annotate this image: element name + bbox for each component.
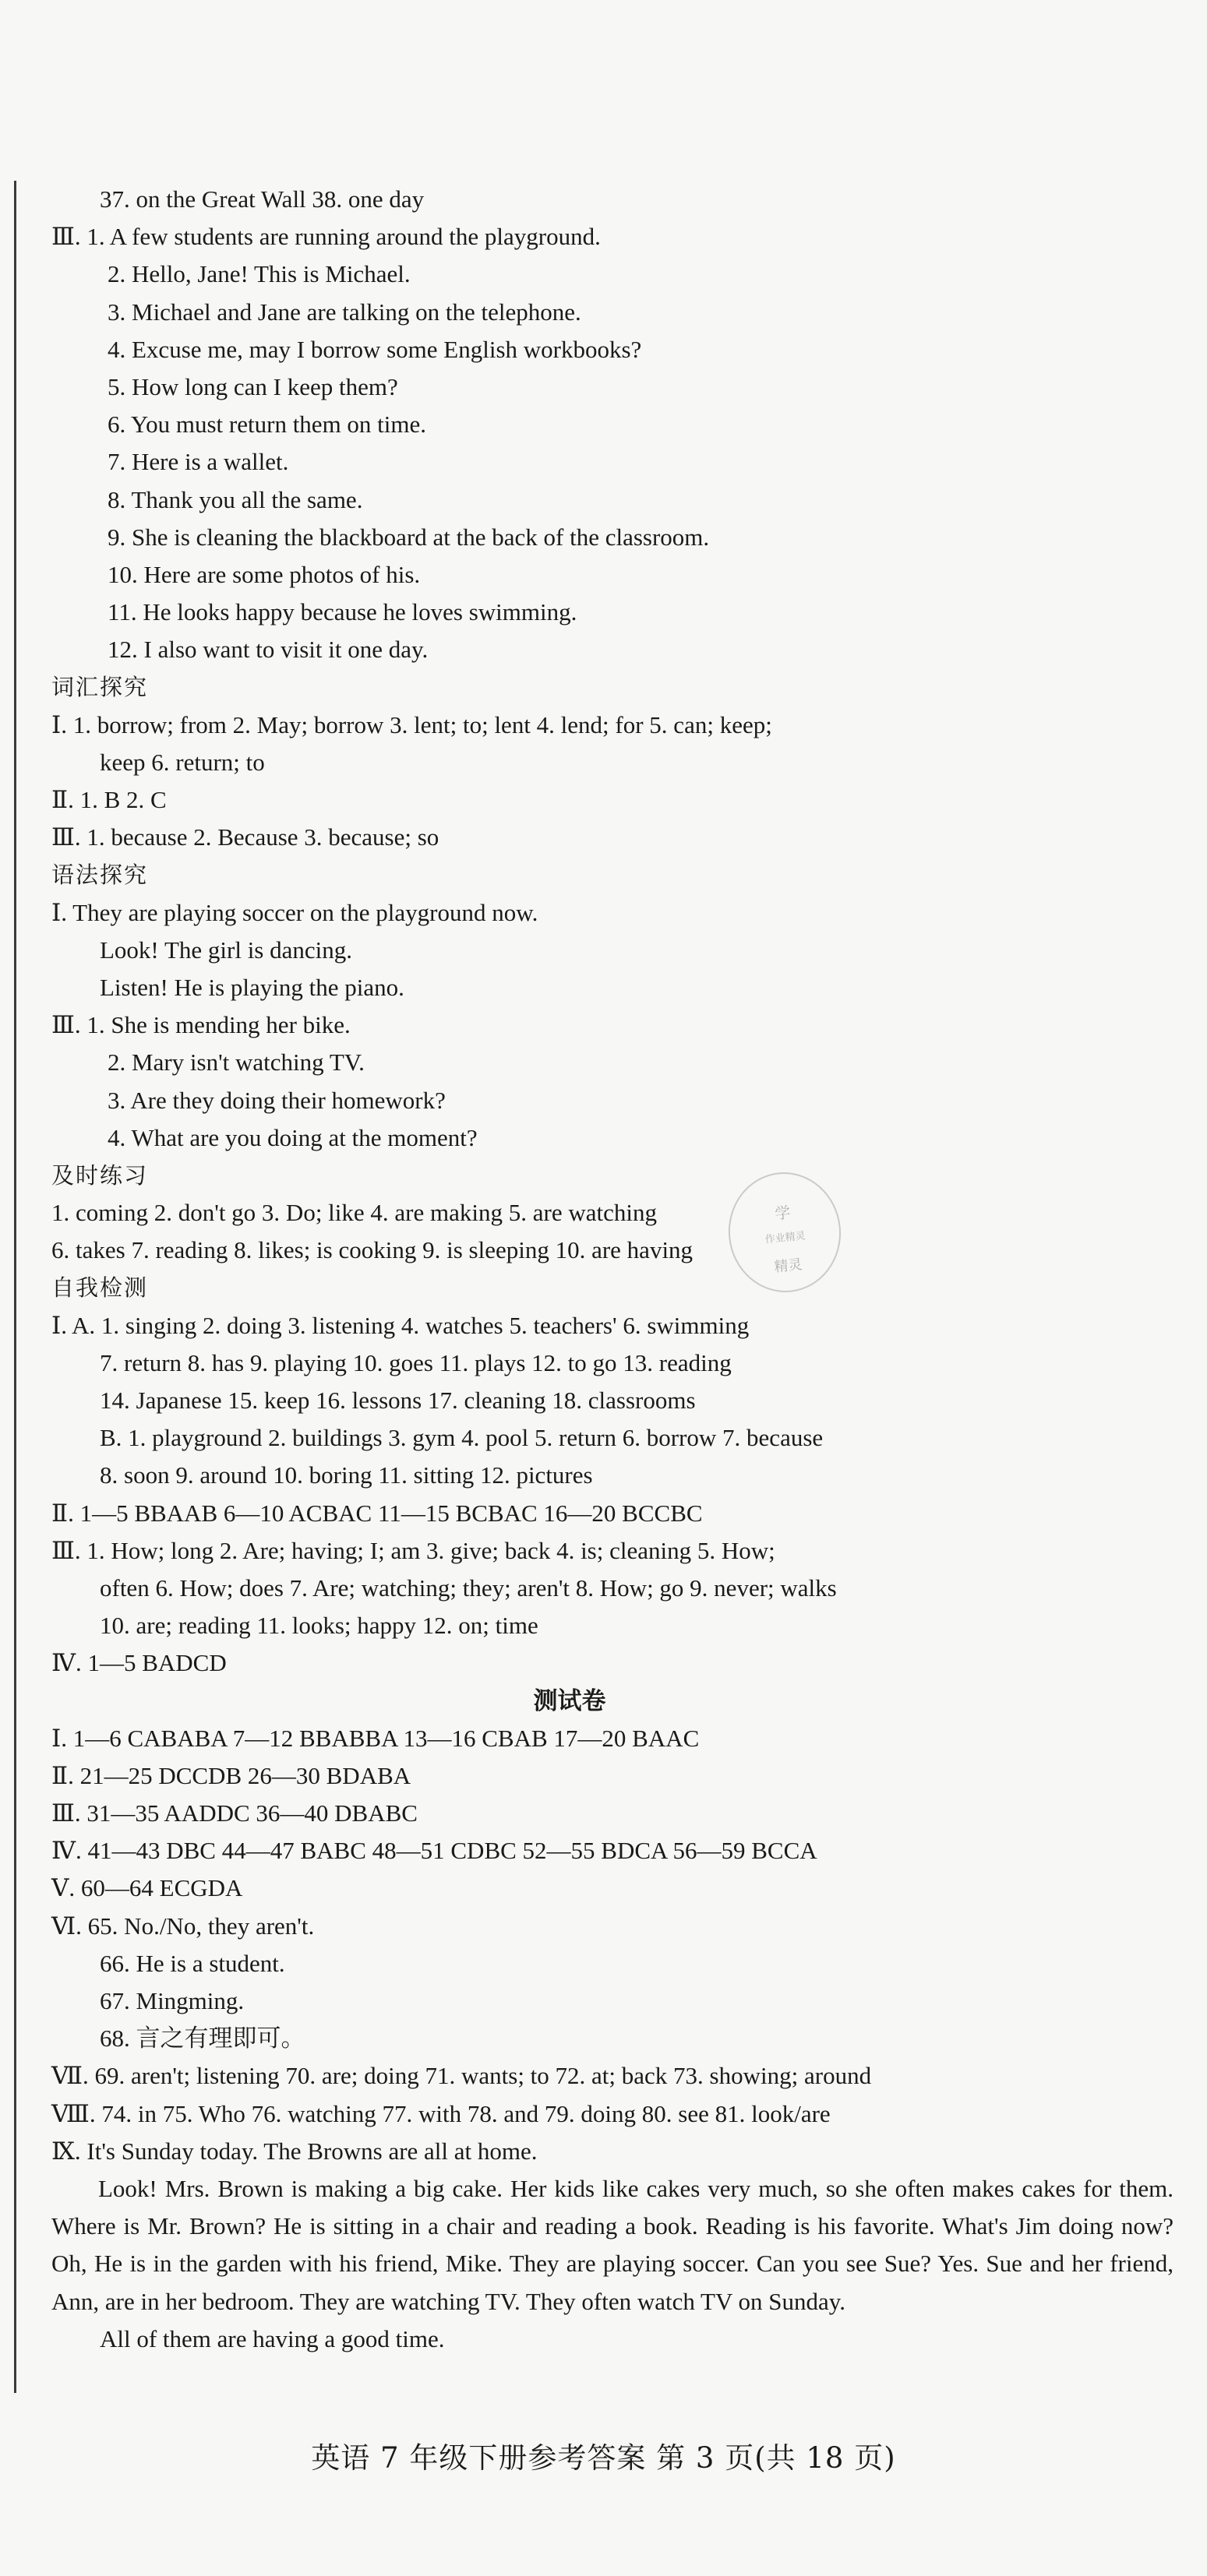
answer-line: Ⅵ. 65. No./No, they aren't. xyxy=(51,1912,315,1940)
answer-line: Ⅳ. 1—5 BADCD xyxy=(51,1649,227,1677)
answer-content xyxy=(51,181,1173,2358)
stamp-text: 作业精灵 xyxy=(764,1230,806,1246)
answer-line: 6. takes 7. reading 8. likes; is cooking 9. is sleeping 10. are having xyxy=(51,1236,693,1264)
answer-line: Look! The girl is dancing. xyxy=(100,936,353,964)
stamp-text: 学 xyxy=(774,1203,792,1224)
answer-line: Ⅲ. 1. She is mending her bike. xyxy=(51,1011,351,1039)
answer-line: Ⅸ. It's Sunday today. The Browns are all at home. xyxy=(51,2137,538,2165)
section-heading-test-paper: 测试卷 xyxy=(533,1686,606,1715)
answer-line: 8. Thank you all the same. xyxy=(108,485,363,513)
answer-line: Ⅶ. 69. aren't; listening 70. are; doing 71. wants; to 72. at; back 73. showing; around xyxy=(51,2062,872,2090)
answer-line: Ⅲ. 1. A few students are running around the playground. xyxy=(51,223,601,251)
answer-line: Ⅴ. 60—64 ECGDA xyxy=(51,1874,243,1902)
binding-margin-line xyxy=(14,181,16,2393)
answer-line: 4. Excuse me, may I borrow some English workbooks? xyxy=(108,335,642,363)
answer-line: B. 1. playground 2. buildings 3. gym 4. pool 5. return 6. borrow 7. because xyxy=(100,1424,824,1452)
section-heading-vocabulary: 词汇探究 xyxy=(51,674,149,701)
answer-line: 10. Here are some photos of his. xyxy=(108,560,421,588)
composition-paragraph: Look! Mrs. Brown is making a big cake. Her kids like cakes very much, so she often makes cakes for them. Where is Mr. Brown? He is sitting in a chair and reading a book. Reading is his favorite. What's Jim doing now? Oh, He is in the garden with his friend, Mike. They are playing soccer. Can you see Sue? Yes. Sue and her friend, Ann, are in her bedroom. They are watching TV. They often watch TV on Sunday. xyxy=(51,2174,1173,2315)
answer-line: Ⅰ. 1—6 CABABA 7—12 BBABBA 13—16 CBAB 17—20 BAAC xyxy=(51,1724,700,1752)
answer-line: Ⅲ. 1. How; long 2. Are; having; I; am 3. give; back 4. is; cleaning 5. How; xyxy=(51,1536,775,1564)
answer-line: 68. 言之有理即可。 xyxy=(100,2025,305,2053)
answer-line: 14. Japanese 15. keep 16. lessons 17. cleaning 18. classrooms xyxy=(100,1387,696,1414)
answer-line: Ⅱ. 1. B 2. C xyxy=(51,786,167,813)
section-heading-practice: 及时练习 xyxy=(51,1161,149,1189)
answer-line: Ⅰ. 1. borrow; from 2. May; borrow 3. lent; to; lent 4. lend; for 5. can; keep; xyxy=(51,710,772,738)
page-footer: 英语 7 年级下册参考答案 第 3 页(共 18 页) xyxy=(311,2441,896,2475)
answer-line: 5. How long can I keep them? xyxy=(108,372,398,400)
answer-line: 37. on the Great Wall 38. one day xyxy=(100,185,425,213)
answer-line: 10. are; reading 11. looks; happy 12. on; time xyxy=(100,1612,538,1640)
answer-line: All of them are having a good time. xyxy=(100,2324,445,2352)
section-heading-grammar: 语法探究 xyxy=(51,862,149,889)
answer-line: 11. He looks happy because he loves swimming. xyxy=(108,598,577,626)
answer-line: 3. Are they doing their homework? xyxy=(108,1086,446,1114)
answer-line: 8. soon 9. around 10. boring 11. sitting 12. pictures xyxy=(100,1461,593,1489)
answer-line: Ⅰ. They are playing soccer on the playground now. xyxy=(51,898,538,926)
answer-line: Ⅲ. 1. because 2. Because 3. because; so xyxy=(51,823,439,851)
answer-line: 66. He is a student. xyxy=(100,1949,285,1977)
answer-line: Listen! He is playing the piano. xyxy=(100,973,404,1001)
answer-line: 2. Mary isn't watching TV. xyxy=(108,1048,365,1077)
answer-line: Ⅱ. 1—5 BBAAB 6—10 ACBAC 11—15 BCBAC 16—20 BCCBC xyxy=(51,1499,703,1527)
answer-line: Ⅳ. 41—43 DBC 44—47 BABC 48—51 CDBC 52—55 BDCA 56—59 BCCA xyxy=(51,1837,817,1865)
answer-line: 3. Michael and Jane are talking on the telephone. xyxy=(108,298,581,326)
answer-line: 7. Here is a wallet. xyxy=(108,448,289,476)
answer-line: keep 6. return; to xyxy=(100,748,265,776)
stamp-text: 精灵 xyxy=(773,1256,803,1276)
section-heading-self-check: 自我检测 xyxy=(51,1274,149,1302)
answer-line: 4. What are you doing at the moment? xyxy=(108,1123,478,1151)
answer-line: Ⅷ. 74. in 75. Who 76. watching 77. with 78. and 79. doing 80. see 81. look/are xyxy=(51,2099,831,2127)
answer-line: 12. I also want to visit it one day. xyxy=(108,636,429,664)
answer-line: 6. You must return them on time. xyxy=(108,411,427,439)
answer-line: 7. return 8. has 9. playing 10. goes 11. plays 12. to go 13. reading xyxy=(100,1348,732,1376)
answer-line: Ⅱ. 21—25 DCCDB 26—30 BDABA xyxy=(51,1761,411,1789)
answer-line: 9. She is cleaning the blackboard at the back of the classroom. xyxy=(108,523,710,551)
answer-line: often 6. How; does 7. Are; watching; they; aren't 8. How; go 9. never; walks xyxy=(100,1573,837,1602)
answer-line: Ⅰ. A. 1. singing 2. doing 3. listening 4. watches 5. teachers' 6. swimming xyxy=(51,1311,750,1339)
answer-line: 1. coming 2. don't go 3. Do; like 4. are making 5. are watching xyxy=(51,1199,657,1227)
answer-line: Ⅲ. 31—35 AADDC 36—40 DBABC xyxy=(51,1799,418,1827)
answer-line: 67. Mingming. xyxy=(100,1987,245,2014)
answer-line: 2. Hello, Jane! This is Michael. xyxy=(108,260,411,288)
